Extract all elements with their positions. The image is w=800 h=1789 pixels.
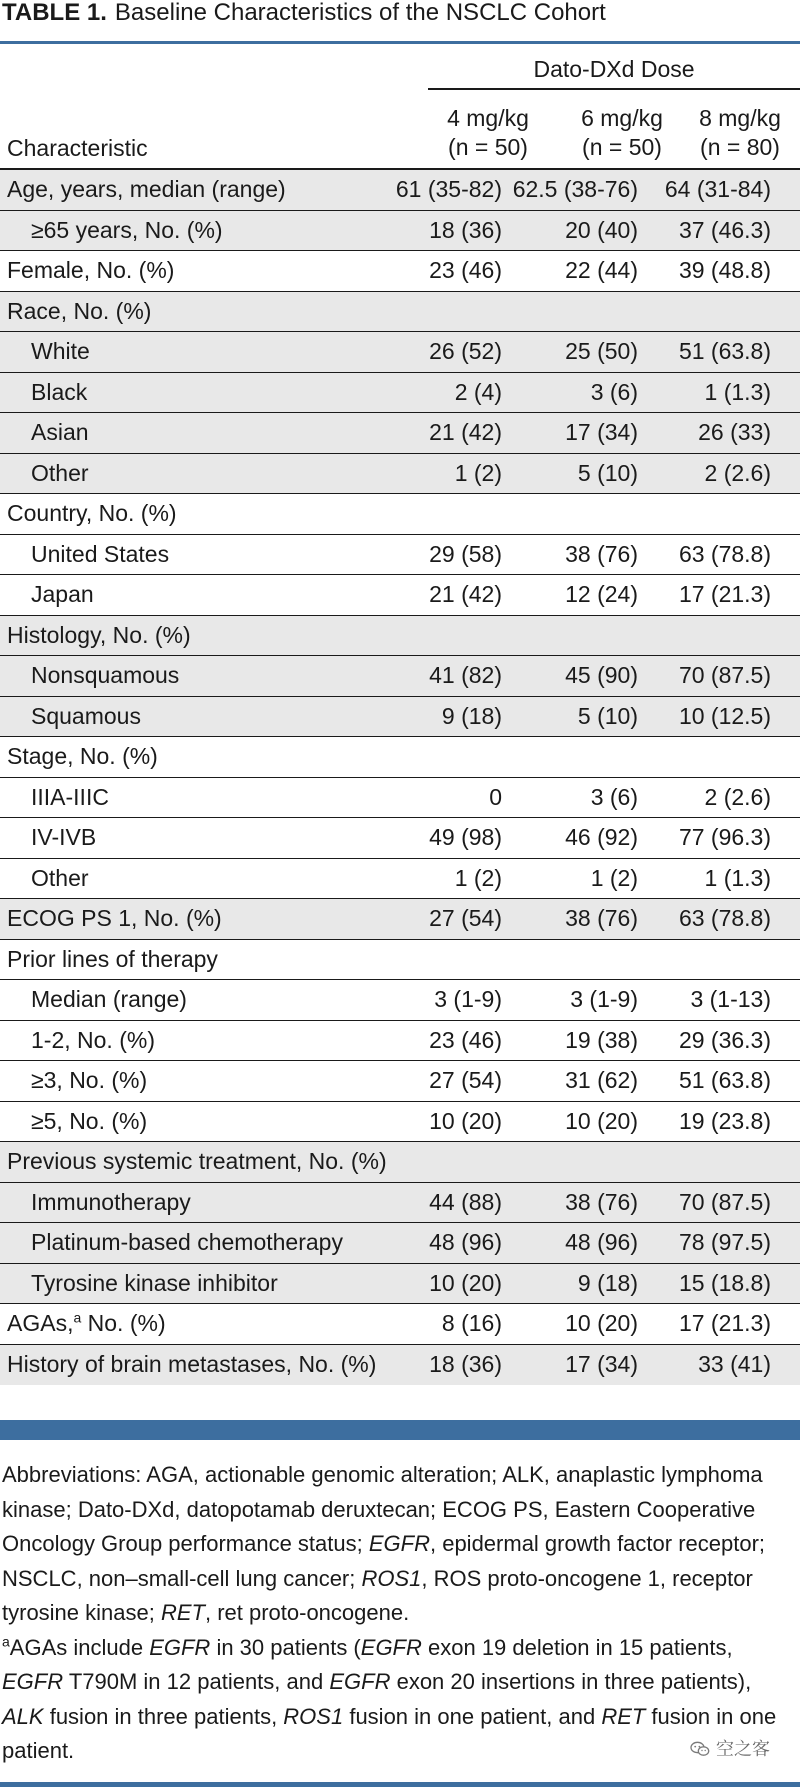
cell-4mg: 44 (88) [429,1188,502,1215]
row-label: Female, No. (%) [7,257,175,283]
dose-group-header: Dato-DXd Dose [533,56,695,82]
cell-6mg: 9 (18) [577,1269,638,1296]
cell-4mg: 1 (2) [454,864,502,891]
row-label: ECOG PS 1, No. (%) [7,905,222,931]
cell-6mg: 25 (50) [565,338,638,364]
table-row [0,1304,800,1345]
watermark [690,1735,770,1763]
cell-6mg: 1 (2) [590,864,638,891]
column-header-dose: 6 mg/kg [581,105,663,131]
table-title-text: Baseline Characteristics of the NSCLC Cohort [114,0,606,26]
table-row [0,859,800,900]
row-label: Other [31,864,89,891]
row-label: Japan [31,581,94,607]
cell-8mg: 17 (21.3) [678,581,771,607]
cell-4mg: 27 (54) [429,905,502,931]
note-text: Abbreviations: AGA, actionable genomic alteration; ALK, anaplastic lymphoma kinase; Dato-DXd, datopotamab deruxtecan; ECOG PS, Eastern Cooperative Oncology Group performance status; [2,1462,763,1556]
cell-6mg: 3 (6) [590,783,638,810]
table-row [0,778,800,819]
table-row [0,413,800,454]
cell-8mg: 39 (48.8) [678,257,771,283]
cell-8mg: 63 (78.8) [678,905,771,931]
cell-6mg: 3 (6) [590,378,638,405]
cell-4mg: 49 (98) [429,824,502,850]
column-header-dose: 4 mg/kg [447,105,529,131]
cell-4mg: 26 (52) [429,338,502,364]
italic-term: EGFR [149,1634,211,1660]
cell-4mg: 10 (20) [429,1269,502,1296]
cell-8mg: 2 (2.6) [704,783,771,810]
cell-4mg: 27 (54) [429,1067,502,1093]
cell-6mg: 22 (44) [565,257,638,283]
cell-8mg: 1 (1.3) [704,378,771,405]
note-text: fusion in one patient, and [343,1703,602,1729]
row-label: United States [31,540,170,567]
table-row [0,251,800,292]
characteristic-header: Characteristic [7,135,148,161]
row-label-main: AGAs, [7,1310,74,1336]
cell-4mg: 23 (46) [429,1026,502,1053]
table-row [0,535,800,576]
wechat-icon [690,1737,710,1753]
italic-term: RET [160,1600,205,1625]
row-label: Prior lines of therapy [7,945,218,972]
cell-4mg: 41 (82) [429,662,502,688]
row-label: History of brain metastases, No. (%) [7,1350,377,1377]
cell-6mg: 17 (34) [565,419,638,445]
cell-8mg: 70 (87.5) [678,662,771,688]
table-row [0,1183,800,1224]
row-label: Asian [31,419,89,445]
table-row [0,373,800,414]
cell-4mg: 2 (4) [454,378,502,405]
cell-8mg: 51 (63.8) [678,1067,771,1093]
cell-6mg: 45 (90) [565,662,638,688]
cell-8mg: 1 (1.3) [704,864,771,891]
cell-6mg: 62.5 (38-76) [512,176,638,202]
table-row [0,211,800,252]
row-label: Previous systemic treatment, No. (%) [7,1148,387,1174]
table-row [0,332,800,373]
table-row [0,616,800,657]
cell-6mg: 10 (20) [565,1310,638,1336]
cell-8mg: 26 (33) [698,419,771,445]
table-row [0,1102,800,1143]
table-row [0,656,800,697]
note-text: , epidermal growth factor receptor; NSCLC, non–small-cell lung cancer; [2,1531,766,1591]
column-header-6mg [556,104,688,162]
cell-4mg: 9 (18) [441,702,502,729]
cell-4mg: 29 (58) [429,540,502,567]
italic-term: RET [601,1703,646,1729]
table-row [0,1142,800,1183]
row-label: IV-IVB [31,824,97,850]
cell-4mg: 0 [489,783,502,810]
table-row [0,454,800,495]
note-text: exon 20 insertions in three patients), [390,1669,752,1694]
italic-term: ROS1 [283,1703,344,1729]
table-row [0,575,800,616]
cell-6mg: 38 (76) [565,1188,638,1215]
cell-8mg: 10 (12.5) [678,702,771,729]
cell-6mg: 48 (96) [565,1229,638,1255]
cell-6mg: 10 (20) [565,1107,638,1134]
row-label: 1-2, No. (%) [31,1026,155,1053]
cell-6mg: 17 (34) [565,1350,638,1377]
table-row [0,1345,800,1386]
cell-8mg: 15 (18.8) [678,1269,771,1296]
cell-6mg: 5 (10) [577,702,638,729]
row-label: Immunotherapy [31,1188,191,1215]
cell-6mg: 38 (76) [565,540,638,567]
table-row [0,697,800,738]
row-label-rest: No. (%) [81,1310,166,1336]
footnote-mark: a [2,1633,10,1650]
row-label: Platinum-based chemotherapy [31,1229,343,1255]
row-label: Histology, No. (%) [7,621,191,648]
cell-6mg: 5 (10) [577,459,638,486]
cell-4mg: 61 (35-82) [395,176,502,202]
italic-term: EGFR [329,1669,391,1694]
table-row [0,1264,800,1305]
table-row [0,737,800,778]
italic-term: ALK [2,1703,44,1729]
bottom-rule [0,1420,800,1440]
cell-4mg: 18 (36) [429,1350,502,1377]
table-row [0,292,800,333]
cell-4mg: 23 (46) [429,257,502,283]
row-label: Squamous [31,702,141,729]
row-label: Tyrosine kinase inhibitor [31,1269,278,1296]
cell-4mg: 8 (16) [441,1310,502,1336]
column-header-4mg [428,104,548,162]
cell-8mg: 2 (2.6) [704,459,771,486]
note-text: in 30 patients ( [210,1634,361,1660]
note-text: T790M in 12 patients, and [63,1669,330,1694]
cell-8mg: 51 (63.8) [678,338,771,364]
note-text: fusion in three patients, [43,1703,284,1729]
cell-8mg: 64 (31-84) [664,176,771,202]
column-header-n: (n = 50) [582,134,662,160]
cell-6mg: 31 (62) [565,1067,638,1093]
cell-8mg: 17 (21.3) [678,1310,771,1336]
cell-8mg: 3 (1-13) [690,986,771,1012]
row-label: Median (range) [31,986,187,1012]
cell-4mg: 3 (1-9) [434,986,502,1012]
cell-8mg: 29 (36.3) [678,1026,771,1053]
table-body [0,170,800,1385]
cell-8mg: 78 (97.5) [678,1229,771,1255]
footnote-marker: a [73,1309,82,1326]
cell-4mg: 21 (42) [429,419,502,445]
row-label: ≥65 years, No. (%) [31,216,223,243]
table-row [0,980,800,1021]
note-text: AGAs include [9,1634,150,1660]
row-label: ≥5, No. (%) [31,1107,148,1134]
row-label: White [31,338,90,364]
footnote-text [2,1635,776,1764]
table-notes [2,1458,798,1769]
table-row [0,818,800,859]
table-row [0,1223,800,1264]
column-header-n: (n = 80) [700,134,780,160]
row-label: Black [31,378,88,405]
cell-4mg: 1 (2) [454,459,502,486]
italic-term: EGFR [368,1531,430,1556]
row-label: IIIA-IIIC [31,783,109,810]
table-row [0,940,800,981]
italic-term: ROS1 [361,1565,422,1591]
cell-8mg: 33 (41) [698,1350,771,1377]
cell-6mg: 46 (92) [565,824,638,850]
row-label: Race, No. (%) [7,297,152,324]
row-label: Other [31,459,89,486]
footnote-a [2,1631,798,1769]
table-row [0,899,800,940]
note-text: fusion in one patient. [2,1703,777,1763]
note-text: , ret proto-oncogene. [204,1600,410,1625]
dose-group-rule [428,88,800,90]
cell-8mg: 37 (46.3) [678,216,771,243]
row-label: Country, No. (%) [7,500,177,526]
table-row [0,1021,800,1062]
table-row [0,170,800,211]
end-rule [0,1782,800,1787]
row-label: ≥3, No. (%) [31,1067,148,1093]
row-label: Nonsquamous [31,662,180,688]
cell-8mg: 77 (96.3) [678,824,771,850]
cell-6mg: 19 (38) [565,1026,638,1053]
row-label [7,1304,166,1343]
row-label: Stage, No. (%) [7,743,158,769]
row-label: Age, years, median (range) [7,176,286,202]
cell-4mg: 10 (20) [429,1107,502,1134]
cell-4mg: 48 (96) [429,1229,502,1255]
note-text: , ROS proto-oncogene 1, receptor tyrosine kinase; [2,1565,753,1625]
column-header-dose: 8 mg/kg [699,105,781,131]
column-header-n: (n = 50) [448,134,528,160]
abbreviations-note [2,1458,798,1631]
cell-4mg: 18 (36) [429,216,502,243]
cell-8mg: 63 (78.8) [678,540,771,567]
table-title [2,0,606,40]
cell-6mg: 20 (40) [565,216,638,243]
table-title-label: TABLE 1. [2,0,107,26]
cell-6mg: 3 (1-9) [570,986,638,1012]
cell-6mg: 38 (76) [565,905,638,931]
italic-term: EGFR [360,1634,422,1660]
top-rule [0,41,800,44]
cell-6mg: 12 (24) [565,581,638,607]
table-row [0,1061,800,1102]
cell-4mg: 21 (42) [429,581,502,607]
cell-8mg: 19 (23.8) [678,1107,771,1134]
watermark-text: 空之客 [716,1739,770,1759]
italic-term: EGFR [2,1669,64,1694]
cell-8mg: 70 (87.5) [678,1188,771,1215]
note-text: exon 19 deletion in 15 patients, [421,1634,733,1660]
table-row [0,494,800,535]
column-header-8mg [680,104,800,162]
